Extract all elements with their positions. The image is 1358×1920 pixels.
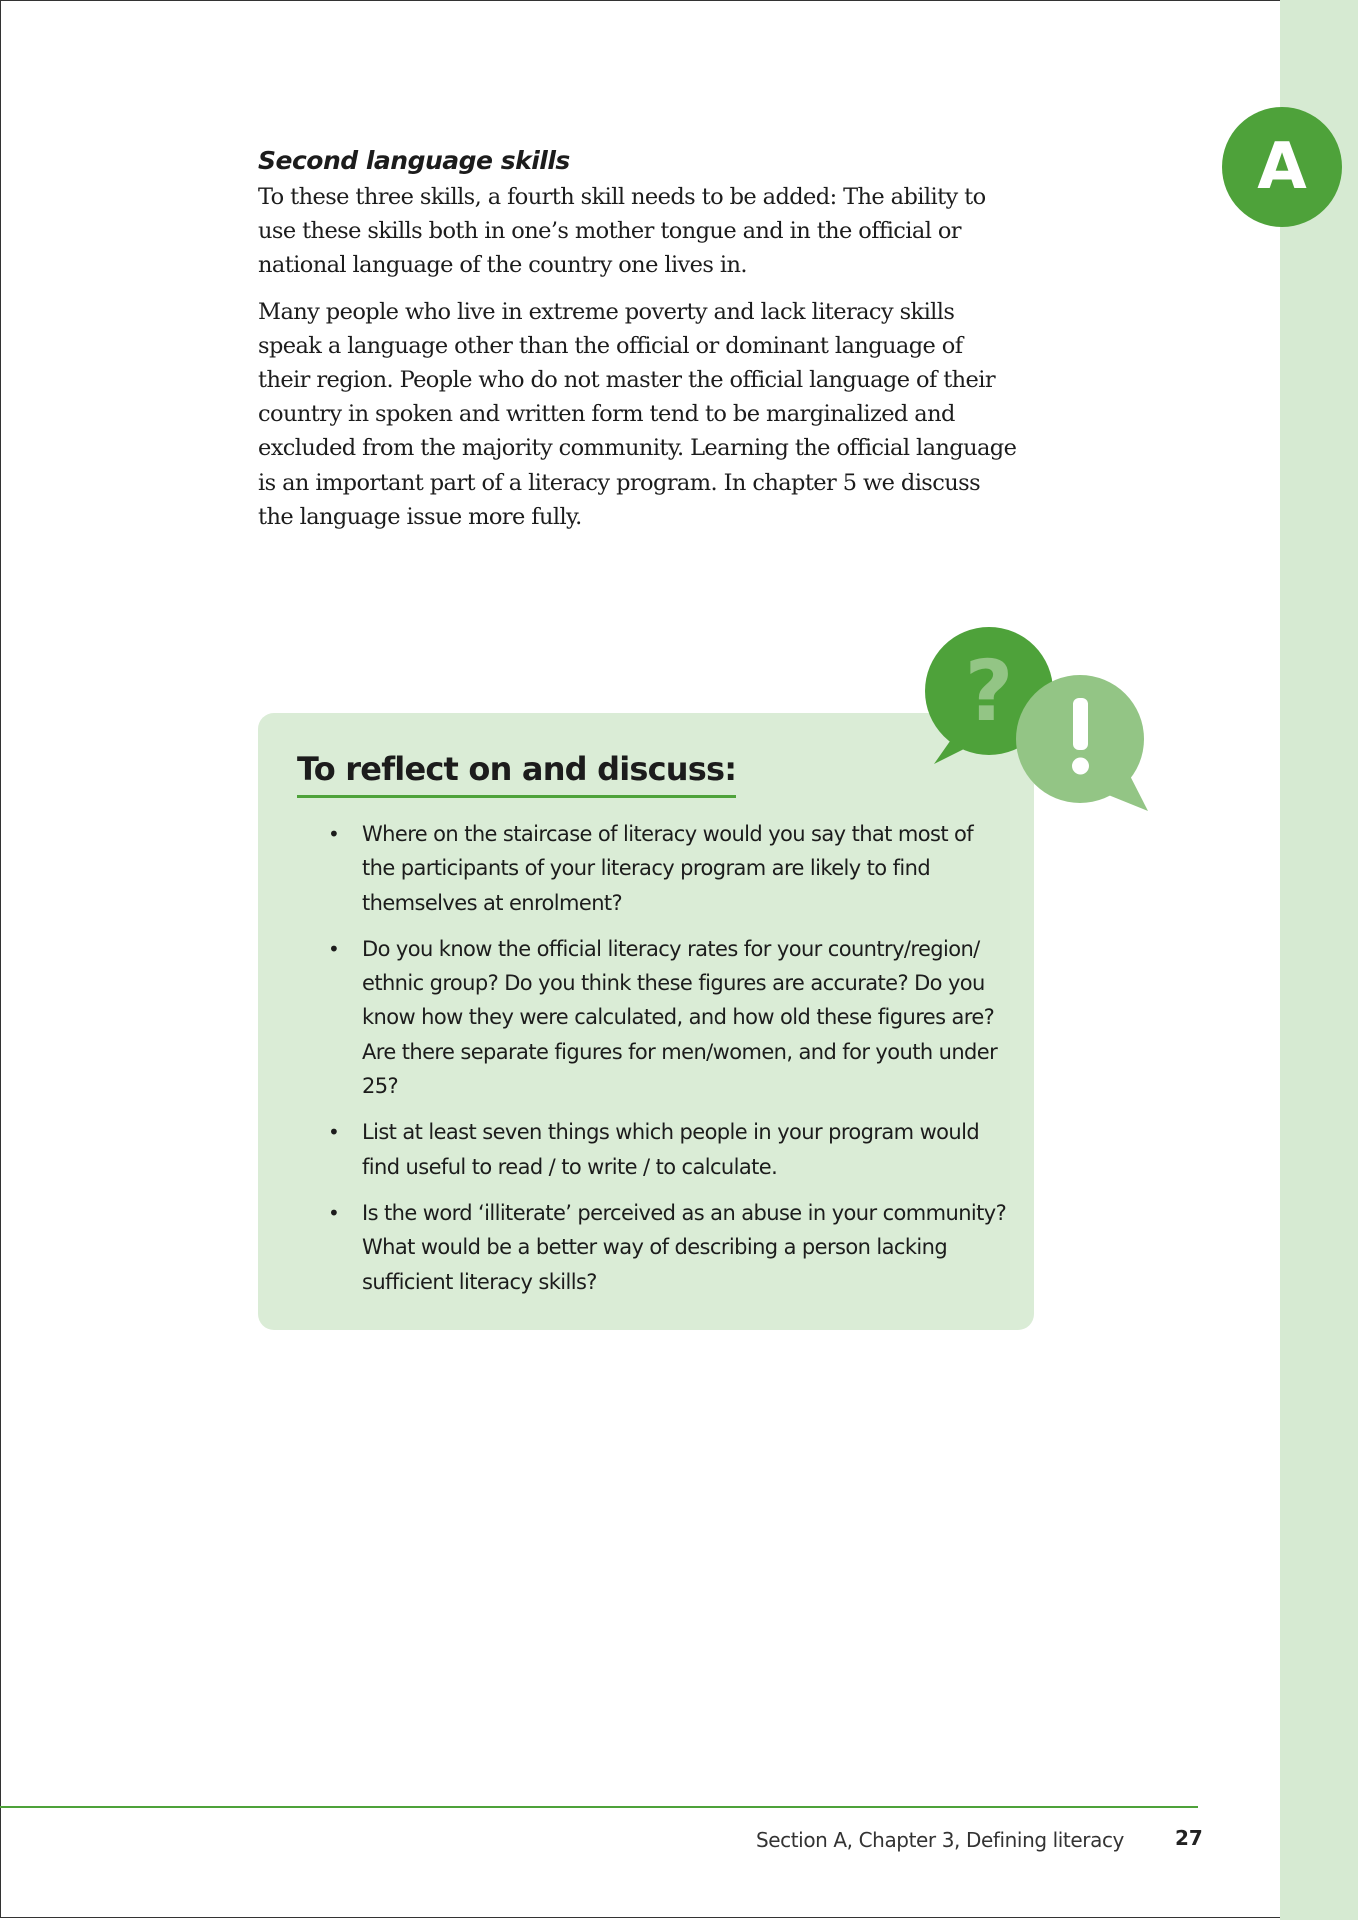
svg-text:?: ?	[964, 642, 1014, 740]
list-item-text: List at least seven things which people in your program would find useful to read / to write / to calculate.	[362, 1120, 980, 1179]
bullet: •	[328, 936, 340, 961]
reflect-title: To reflect on and discuss:	[297, 747, 736, 798]
bullet: •	[328, 822, 340, 846]
section-badge: A	[1222, 107, 1342, 227]
side-strip	[1280, 0, 1358, 1920]
list-item	[328, 1115, 1007, 1184]
reflect-list	[328, 817, 1007, 1311]
bullet: •	[328, 1200, 340, 1225]
list-item	[328, 817, 1007, 920]
list-item	[328, 932, 1007, 1103]
discussion-bubbles	[918, 624, 1150, 814]
bullet: •	[328, 1120, 340, 1145]
list-item	[328, 1196, 1007, 1299]
paragraph: To these three skills, a fourth skill needs to be added: The ability to use these skills both in one’s mother tongue and in the official or national language of the country one lives in.	[258, 184, 986, 279]
footer-text: Section A, Chapter 3, Defining literacy	[755, 1828, 1124, 1852]
list-item-text: Do you know the official literacy rates for your country/region/ ethnic group? Do you think these figures are accurate? Do you know how they were calculated, and how old these figures are? Are there separate figures for men/women, and for youth under 25?	[362, 936, 998, 1099]
exclamation-bubble-icon	[1016, 675, 1148, 811]
section-heading: Second language skills	[258, 146, 570, 175]
list-item-text: Is the word ‘illiterate’ perceived as an abuse in your community? What would be a better way of describing a person lacking sufficient literacy skills?	[362, 1200, 1007, 1294]
list-item-text: Where on the staircase of literacy would you say that most of the participants of your literacy program are likely to find themselves at enrolment?	[362, 822, 974, 915]
paragraph: Many people who live in extreme poverty and lack literacy skills speak a language other than the official or dominant language of their region. People who do not master the official language of their country in spoken and written form tend to be marginalized and excluded from the majority community. Learning the official language is an important part of a literacy program. In chapter 5 we discuss the language issue more fully.	[258, 298, 1017, 530]
body-text	[258, 144, 1018, 546]
page-number: 27	[1175, 1826, 1203, 1850]
footer-rule	[0, 1806, 1198, 1808]
